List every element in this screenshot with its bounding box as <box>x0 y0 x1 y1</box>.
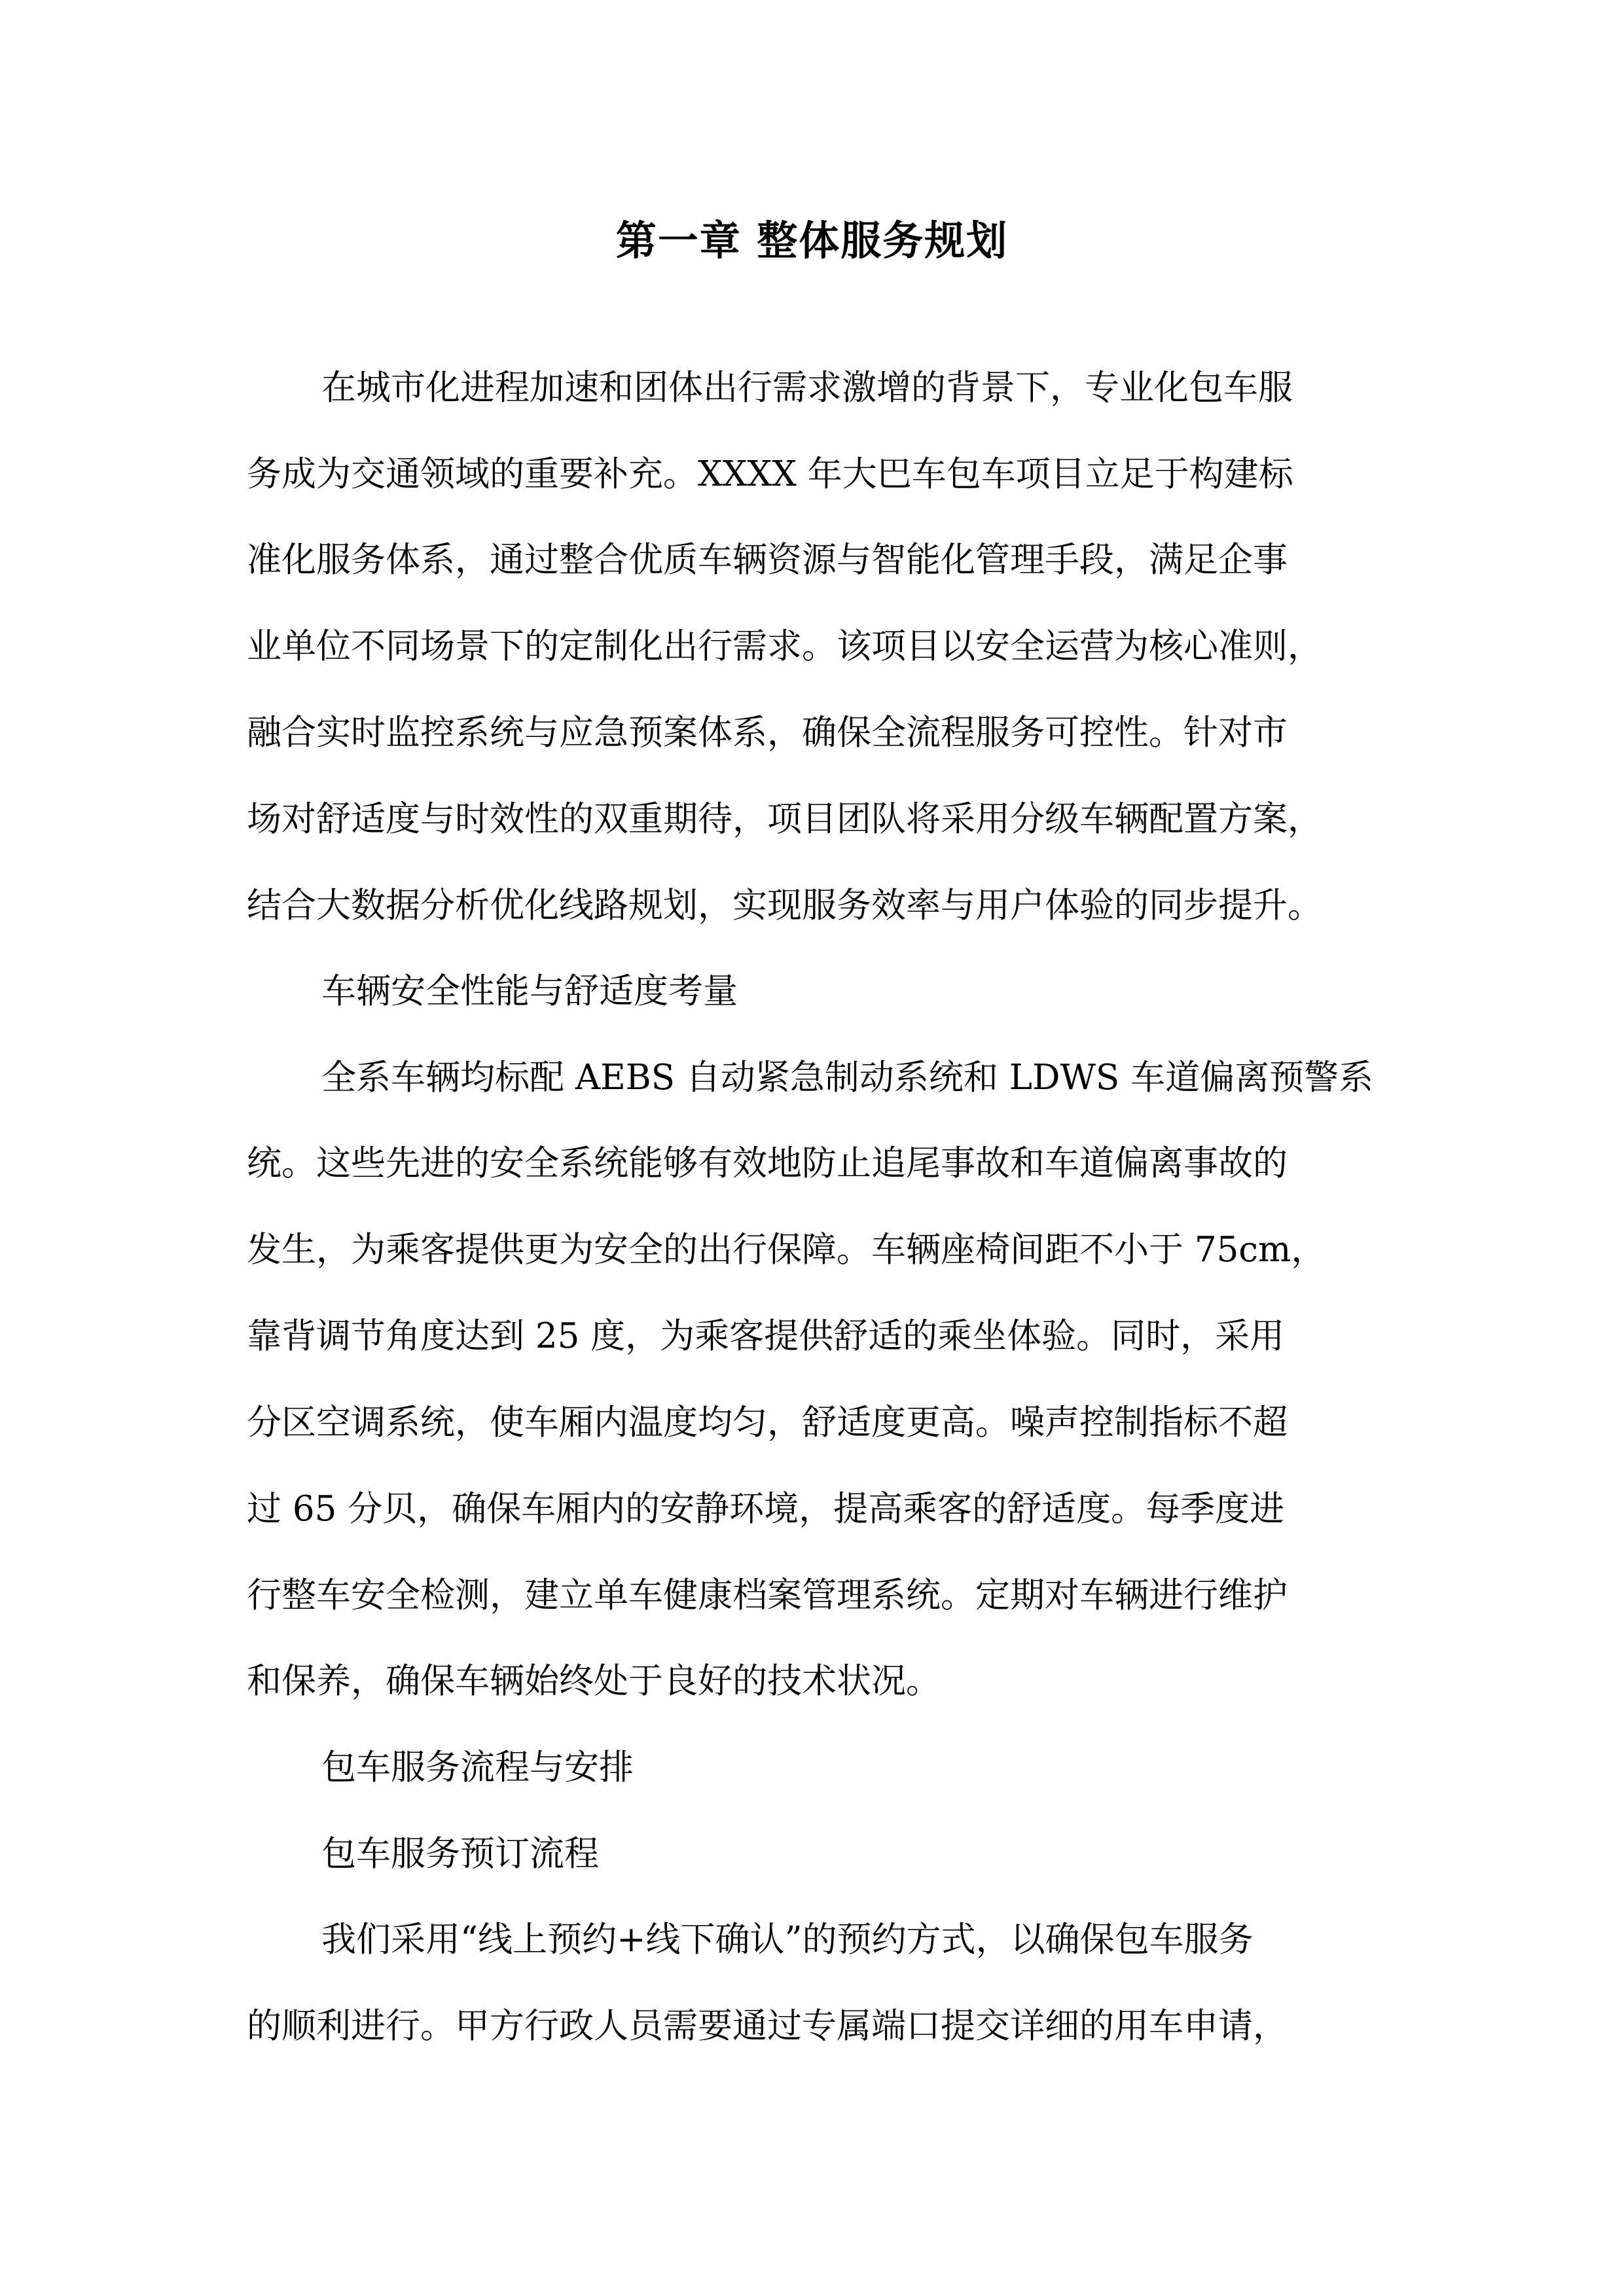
paragraph-line: 场对舒适度与时效性的双重期待，项目团队将采用分级车辆配置方案， <box>247 799 1322 839</box>
paragraph-line: 务成为交通领域的重要补充。XXXX 年大巴车包车项目立足于构建标 <box>247 454 1293 494</box>
paragraph-line: 在城市化进程加速和团体出行需求激增的背景下，专业化包车服 <box>321 368 1293 408</box>
paragraph-line: 靠背调节角度达到 25 度，为乘客提供舒适的乘坐体验。同时，采用 <box>247 1316 1285 1356</box>
paragraph-line: 准化服务体系，通过整合优质车辆资源与智能化管理手段，满足企事 <box>247 540 1288 580</box>
paragraph-line: 分区空调系统，使车厢内温度均匀，舒适度更高。噪声控制指标不超 <box>247 1403 1288 1443</box>
paragraph-line: 全系车辆均标配 AEBS 自动紧急制动系统和 LDWS 车道偏离预警系 <box>321 1058 1374 1098</box>
paragraph-line: 业单位不同场景下的定制化出行需求。该项目以安全运营为核心准则， <box>247 626 1322 666</box>
subsection-heading: 包车服务预订流程 <box>321 1834 599 1874</box>
paragraph-line: 结合大数据分析优化线路规划，实现服务效率与用户体验的同步提升。 <box>247 886 1322 925</box>
paragraph-line: 统。这些先进的安全系统能够有效地防止追尾事故和车道偏离事故的 <box>247 1143 1288 1183</box>
section-heading: 车辆安全性能与舒适度考量 <box>321 971 738 1011</box>
paragraph-line: 行整车安全检测，建立单车健康档案管理系统。定期对车辆进行维护 <box>247 1575 1288 1615</box>
paragraph-line: 融合实时监控系统与应急预案体系，确保全流程服务可控性。针对市 <box>247 713 1288 753</box>
paragraph-line: 我们采用“线上预约+线下确认”的预约方式，以确保包车服务 <box>321 1920 1254 1960</box>
paragraph-line: 和保养，确保车辆始终处于良好的技术状况。 <box>247 1661 941 1701</box>
section-heading: 包车服务流程与安排 <box>321 1748 634 1787</box>
paragraph-line: 过 65 分贝，确保车厢内的安静环境，提高乘客的舒适度。每季度进 <box>247 1489 1285 1529</box>
paragraph-line: 发生，为乘客提供更为安全的出行保障。车辆座椅间距不小于 75cm， <box>247 1230 1326 1270</box>
chapter-title: 第一章 整体服务规划 <box>615 217 1009 264</box>
paragraph-line: 的顺利进行。甲方行政人员需要通过专属端口提交详细的用车申请， <box>247 2006 1288 2046</box>
